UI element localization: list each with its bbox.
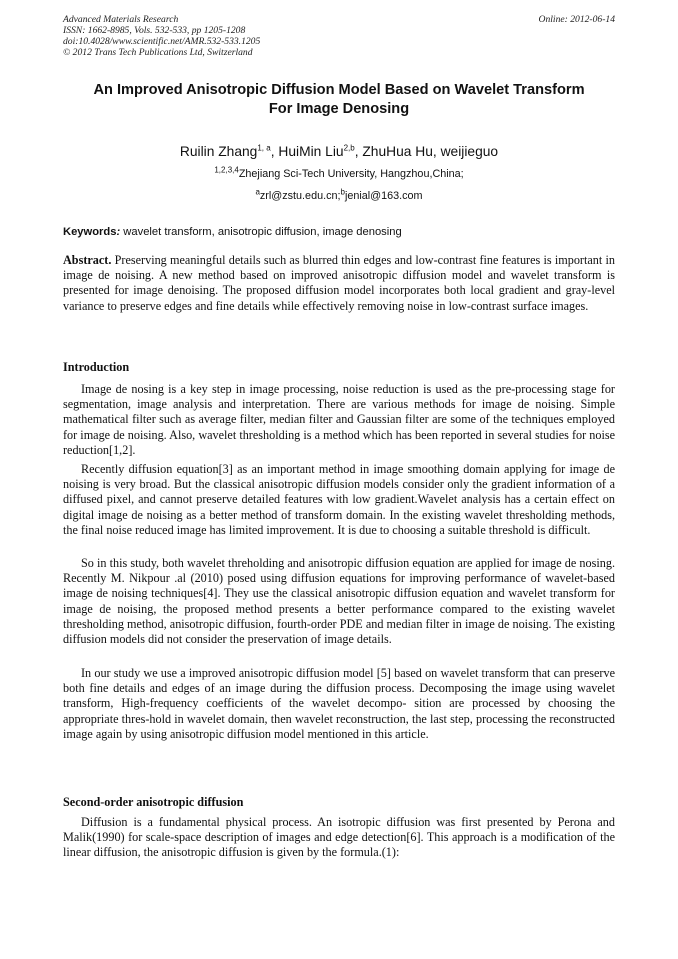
- copyright-line: © 2012 Trans Tech Publications Ltd, Switzerland: [63, 47, 253, 58]
- intro-paragraph-2: Recently diffusion equation[3] as an important method in image smoothing domain applying for image de noising is very broad. But the classical anisotropic diffusion models consider only the gradient information of a diffused pixel, and cannot preserve detailed features with low gradient.Wavelet analysis has a certain effect on digital image de noising as a better method of transform domain. In the existing wavelet thresholding methods, the final noise reduced image has limited improvement. It is due to choosing a suitable threshold is difficult.: [63, 462, 615, 537]
- other-authors: , ZhuHua Hu, weijieguo: [354, 144, 499, 159]
- author-separator: ,: [270, 144, 279, 159]
- email-b-mark: b: [340, 187, 345, 197]
- affiliation-text: Zhejiang Sci-Tech University, Hangzhou,China;: [238, 168, 464, 180]
- affiliation-mark: 1,2,3,4: [214, 165, 239, 175]
- abstract: [63, 253, 615, 314]
- author-1-affil-mark: 1, a: [257, 143, 271, 153]
- keywords-text: wavelet transform, anisotropic diffusion, image denosing: [120, 226, 402, 238]
- keywords-colon: :: [116, 226, 121, 238]
- journal-name: Advanced Materials Research: [63, 14, 179, 25]
- author-2-name: HuiMin Liu: [278, 144, 344, 159]
- author-2-affil-mark: 2,b: [343, 143, 355, 153]
- second-order-heading: Second-order anisotropic diffusion: [63, 795, 244, 809]
- intro-paragraph-3: So in this study, both wavelet threholding and anisotropic diffusion equation are applied for image de nosing. Recently M. Nikpour .al (2010) posed using diffusion equations for improving performance of wavelet-based image de noising techniques[4]. They use the classical anisotropic diffusion equation and wavelet transform for image de noising, the proposed method presents a better performance compared to the existing wavelet thresholding method, anisotropic diffusion, fourth-order PDE and median filter in image de noising. The existing diffusion models did not consider the preservation of image details.: [63, 556, 615, 647]
- issn-line: ISSN: 1662-8985, Vols. 532-533, pp 1205-1208: [63, 25, 246, 36]
- paper-title: [40, 81, 638, 119]
- doi-line: doi:10.4028/www.scientific.net/AMR.532-533.1205: [63, 36, 261, 47]
- title-line-1: An Improved Anisotropic Diffusion Model Based on Wavelet Transform: [93, 82, 585, 98]
- abstract-text: Preserving meaningful details such as blurred thin edges and low-contrast fine features is important in image de noising. A new method based on improved anisotropic diffusion model and wavelet transform is presented for image denoising. The proposed diffusion model incorporates both local gradient and gray-level variance to preserve edges and fine details while effectively removing noise in low-contrast surface images.: [63, 253, 615, 313]
- intro-paragraph-4: In our study we use a improved anisotropic diffusion model [5] based on wavelet transform that can preserve both fine details and edges of an image during the diffusion process. Decomposing the image using wavelet transform, High-frequency coefficients of the wavelet decompo- sition are processed by choosing the appropriate thres-hold in wavelet domain, then wavelet reconstruction, the last step, processing the reconstructed image again by using anisotropic diffusion model mentioned in this article.: [63, 666, 615, 741]
- keywords-label: Keywords: [63, 226, 117, 238]
- affiliation: [40, 167, 638, 181]
- title-line-2: For Image Denosing: [268, 101, 410, 117]
- second-order-paragraph-1: Diffusion is a fundamental physical process. An isotropic diffusion was first presented by Perona and Malik(1990) for scale-space description of images and edge detection[6]. This approach is a modification of the linear diffusion, the anisotropic diffusion is given by the formula.(1):: [63, 815, 615, 860]
- author-list: [40, 143, 638, 161]
- intro-paragraph-1: Image de nosing is a key step in image processing, noise reduction is used as the pre-processing stage for segmentation, image analysis and interpretation. There are various methods for image de noising. Simple mathematical filter such as average filter, median filter and Gaussian filter are some of the techniques employed for image de noising. Also, wavelet thresholding is a method which has been reported in several studies for noise reduction[1,2].: [63, 382, 615, 457]
- email-a[interactable]: zrl@zstu.edu.cn;: [259, 190, 341, 202]
- email-a-mark: a: [255, 187, 260, 197]
- keywords-line: [63, 225, 615, 239]
- online-date: Online: 2012-06-14: [538, 14, 615, 25]
- introduction-heading: Introduction: [63, 360, 130, 374]
- journal-header: [63, 14, 615, 58]
- email-b[interactable]: jenial@163.com: [344, 190, 423, 202]
- abstract-label: Abstract.: [63, 253, 112, 267]
- author-1-name: Ruilin Zhang: [179, 144, 258, 159]
- author-emails: [40, 189, 638, 203]
